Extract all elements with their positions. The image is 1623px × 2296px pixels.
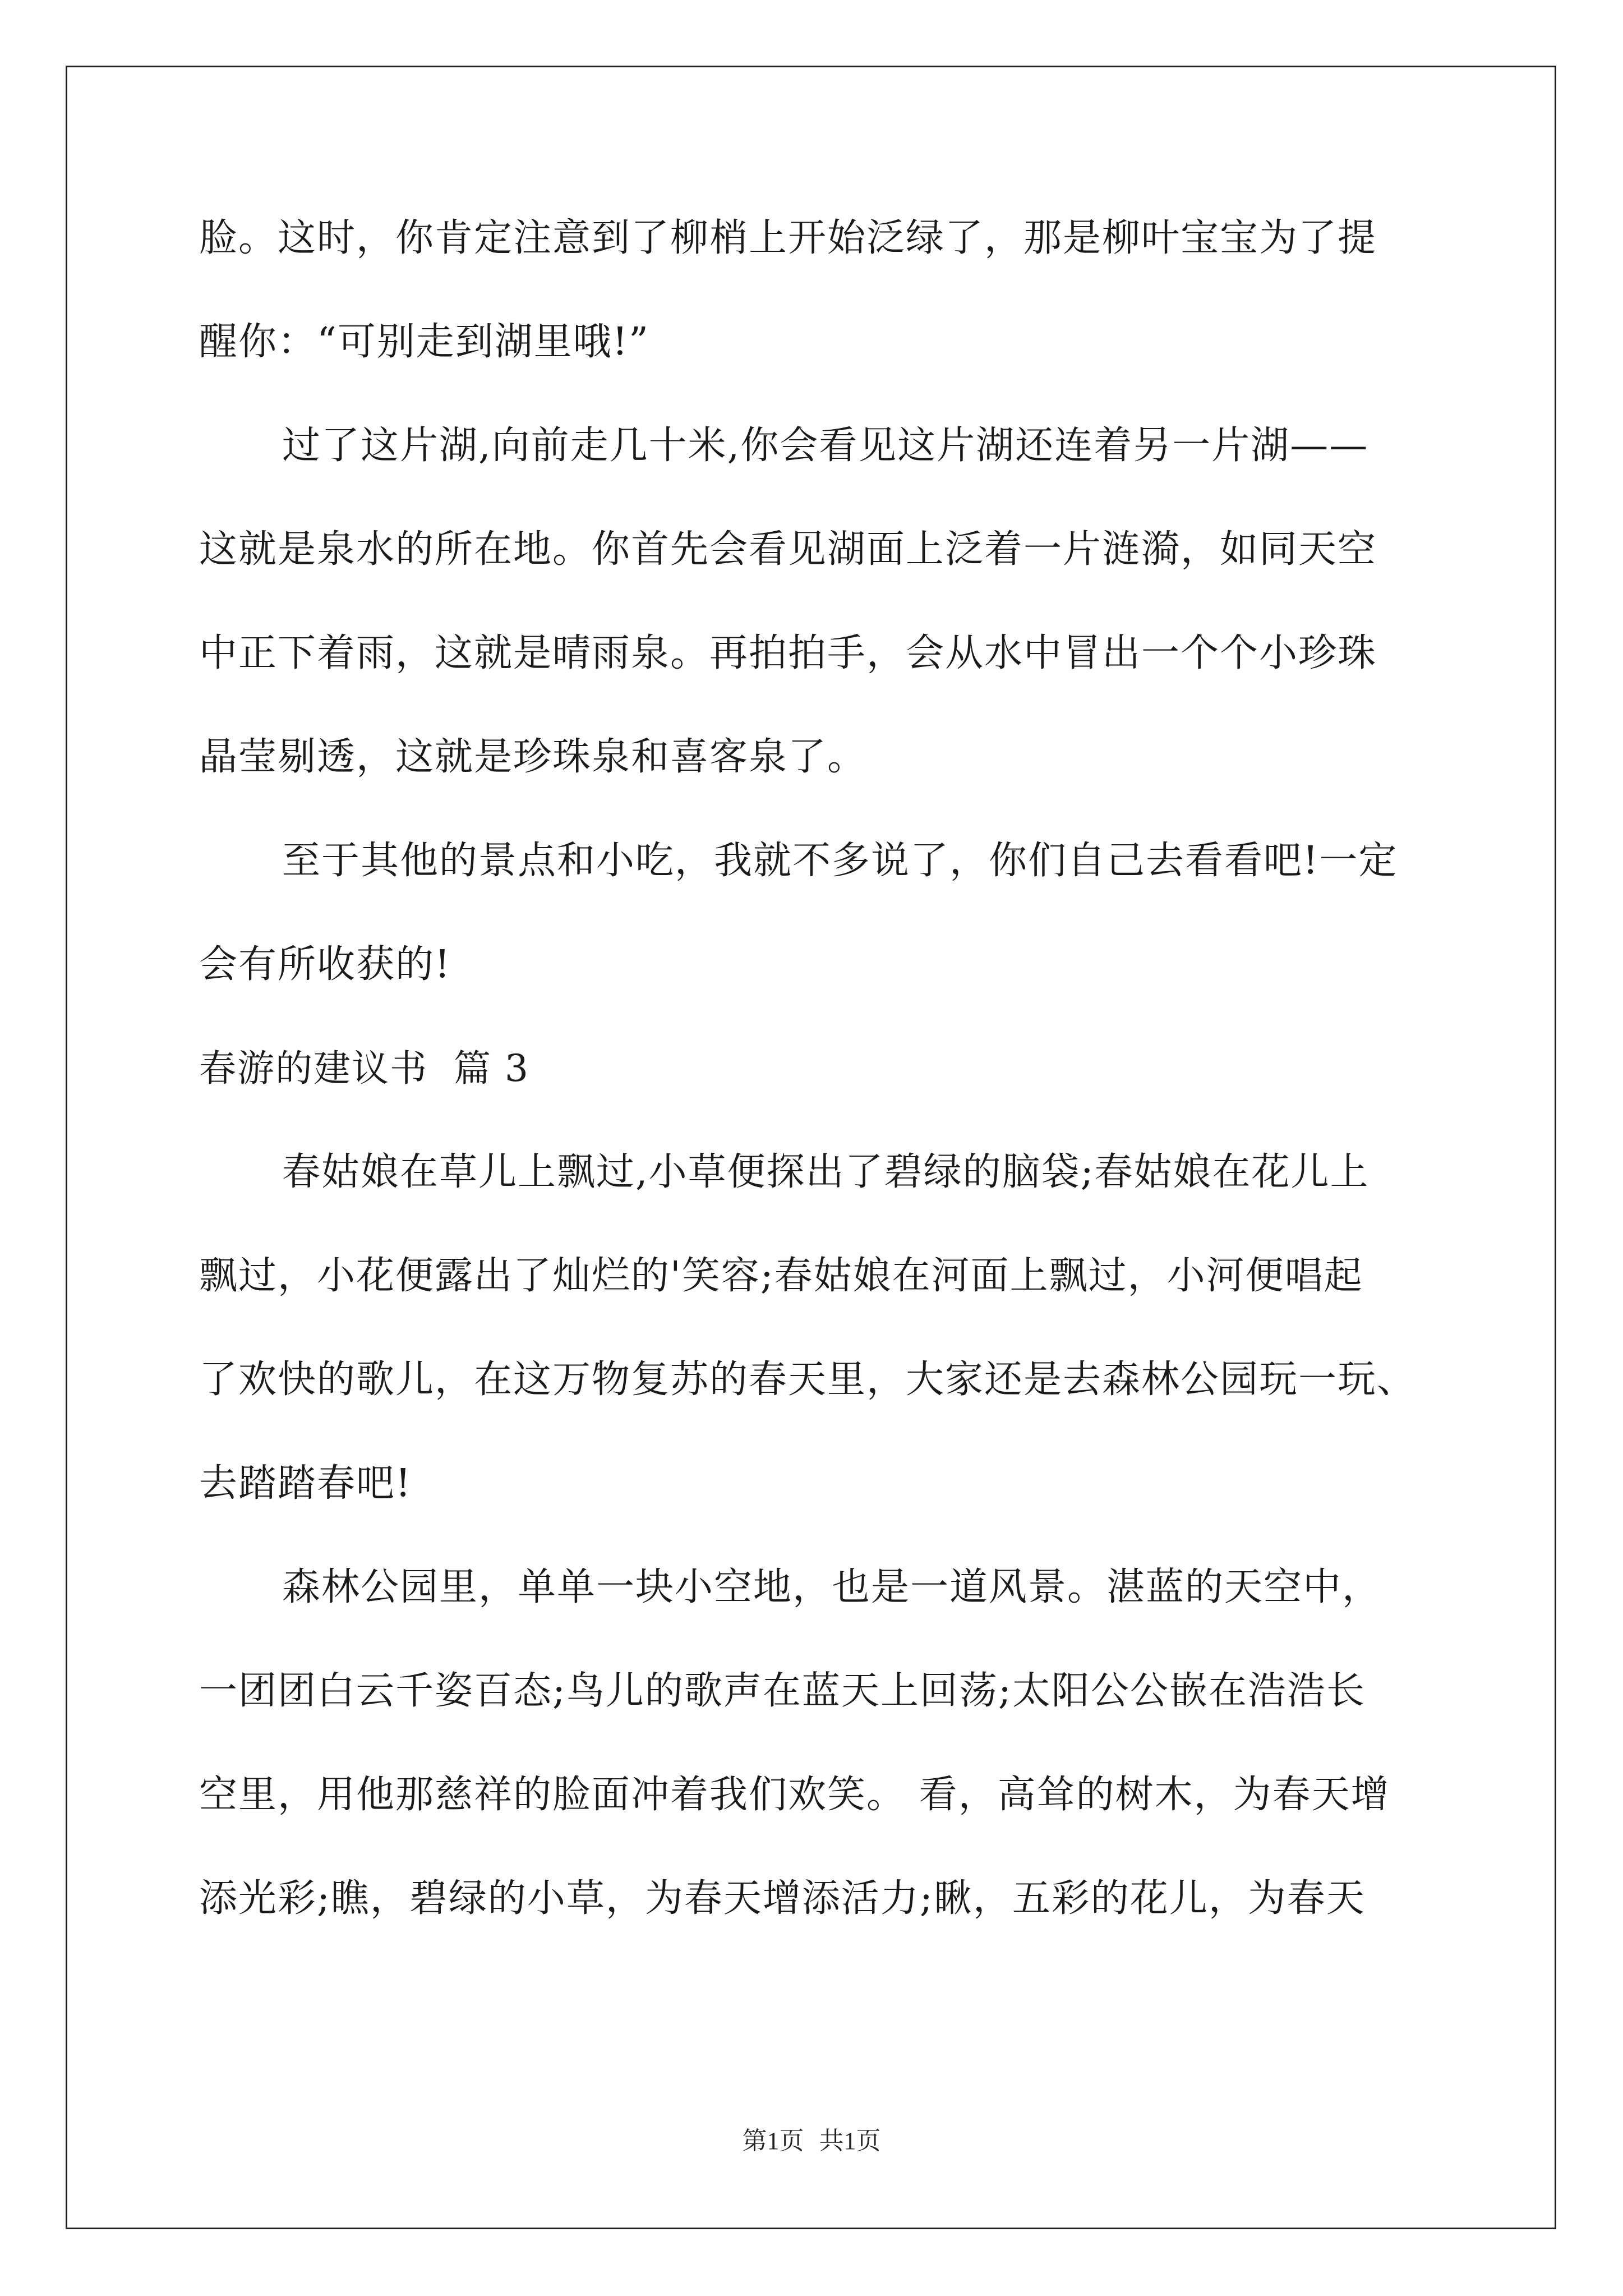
text-line: 了欢快的歌儿，在这万物复苏的春天里，大家还是去森林公园玩一玩、: [199, 1358, 1417, 1402]
paragraph-start-line: 过了这片湖,向前走几十米,你会看见这片湖还连着另一片湖——: [282, 424, 1369, 468]
text-line: 去踏踏春吧!: [199, 1461, 412, 1506]
text-line: 晶莹剔透，这就是珍珠泉和喜客泉了。: [199, 735, 867, 779]
text-line: 飘过，小花便露出了灿烂的'笑容;春姑娘在河面上飘过，小河便唱起: [199, 1254, 1363, 1298]
text-line: 空里，用他那慈祥的脸面冲着我们欢笑。 看，高耸的树木，为春天增: [199, 1773, 1390, 1817]
text-line: 会有所收获的!: [199, 942, 451, 987]
paragraph-start-line: 春姑娘在草儿上飘过,小草便探出了碧绿的脑袋;春姑娘在花儿上: [282, 1150, 1370, 1194]
document-body: [199, 210, 1438, 1975]
text-line: 一团团白云千姿百态;鸟儿的歌声在蓝天上回荡;太阳公公嵌在浩浩长: [199, 1669, 1366, 1713]
text-line: 脸。这时，你肯定注意到了柳梢上开始泛绿了，那是柳叶宝宝为了提: [199, 216, 1377, 260]
text-line: 添光彩;瞧，碧绿的小草，为春天增添活力;瞅，五彩的花儿，为春天: [199, 1876, 1366, 1921]
page-footer: [0, 2120, 1623, 2156]
paragraph-start-line: 至于其他的景点和小吃，我就不多说了，你们自己去看看吧!一定: [282, 839, 1398, 883]
text-line: 这就是泉水的所在地。你首先会看见湖面上泛着一片涟漪，如同天空: [199, 527, 1377, 572]
page-number-total: 共1页: [819, 2127, 881, 2155]
page-number-current: 第1页: [742, 2127, 804, 2155]
paragraph-start-line: 森林公园里，单单一块小空地，也是一道风景。湛蓝的天空中，: [282, 1565, 1382, 1609]
text-line: 中正下着雨，这就是晴雨泉。再拍拍手，会从水中冒出一个个小珍珠: [199, 631, 1377, 675]
section-heading: 春游的建议书 篇 3: [199, 1047, 529, 1090]
text-line: 醒你：“可别走到湖里哦!”: [199, 320, 649, 364]
